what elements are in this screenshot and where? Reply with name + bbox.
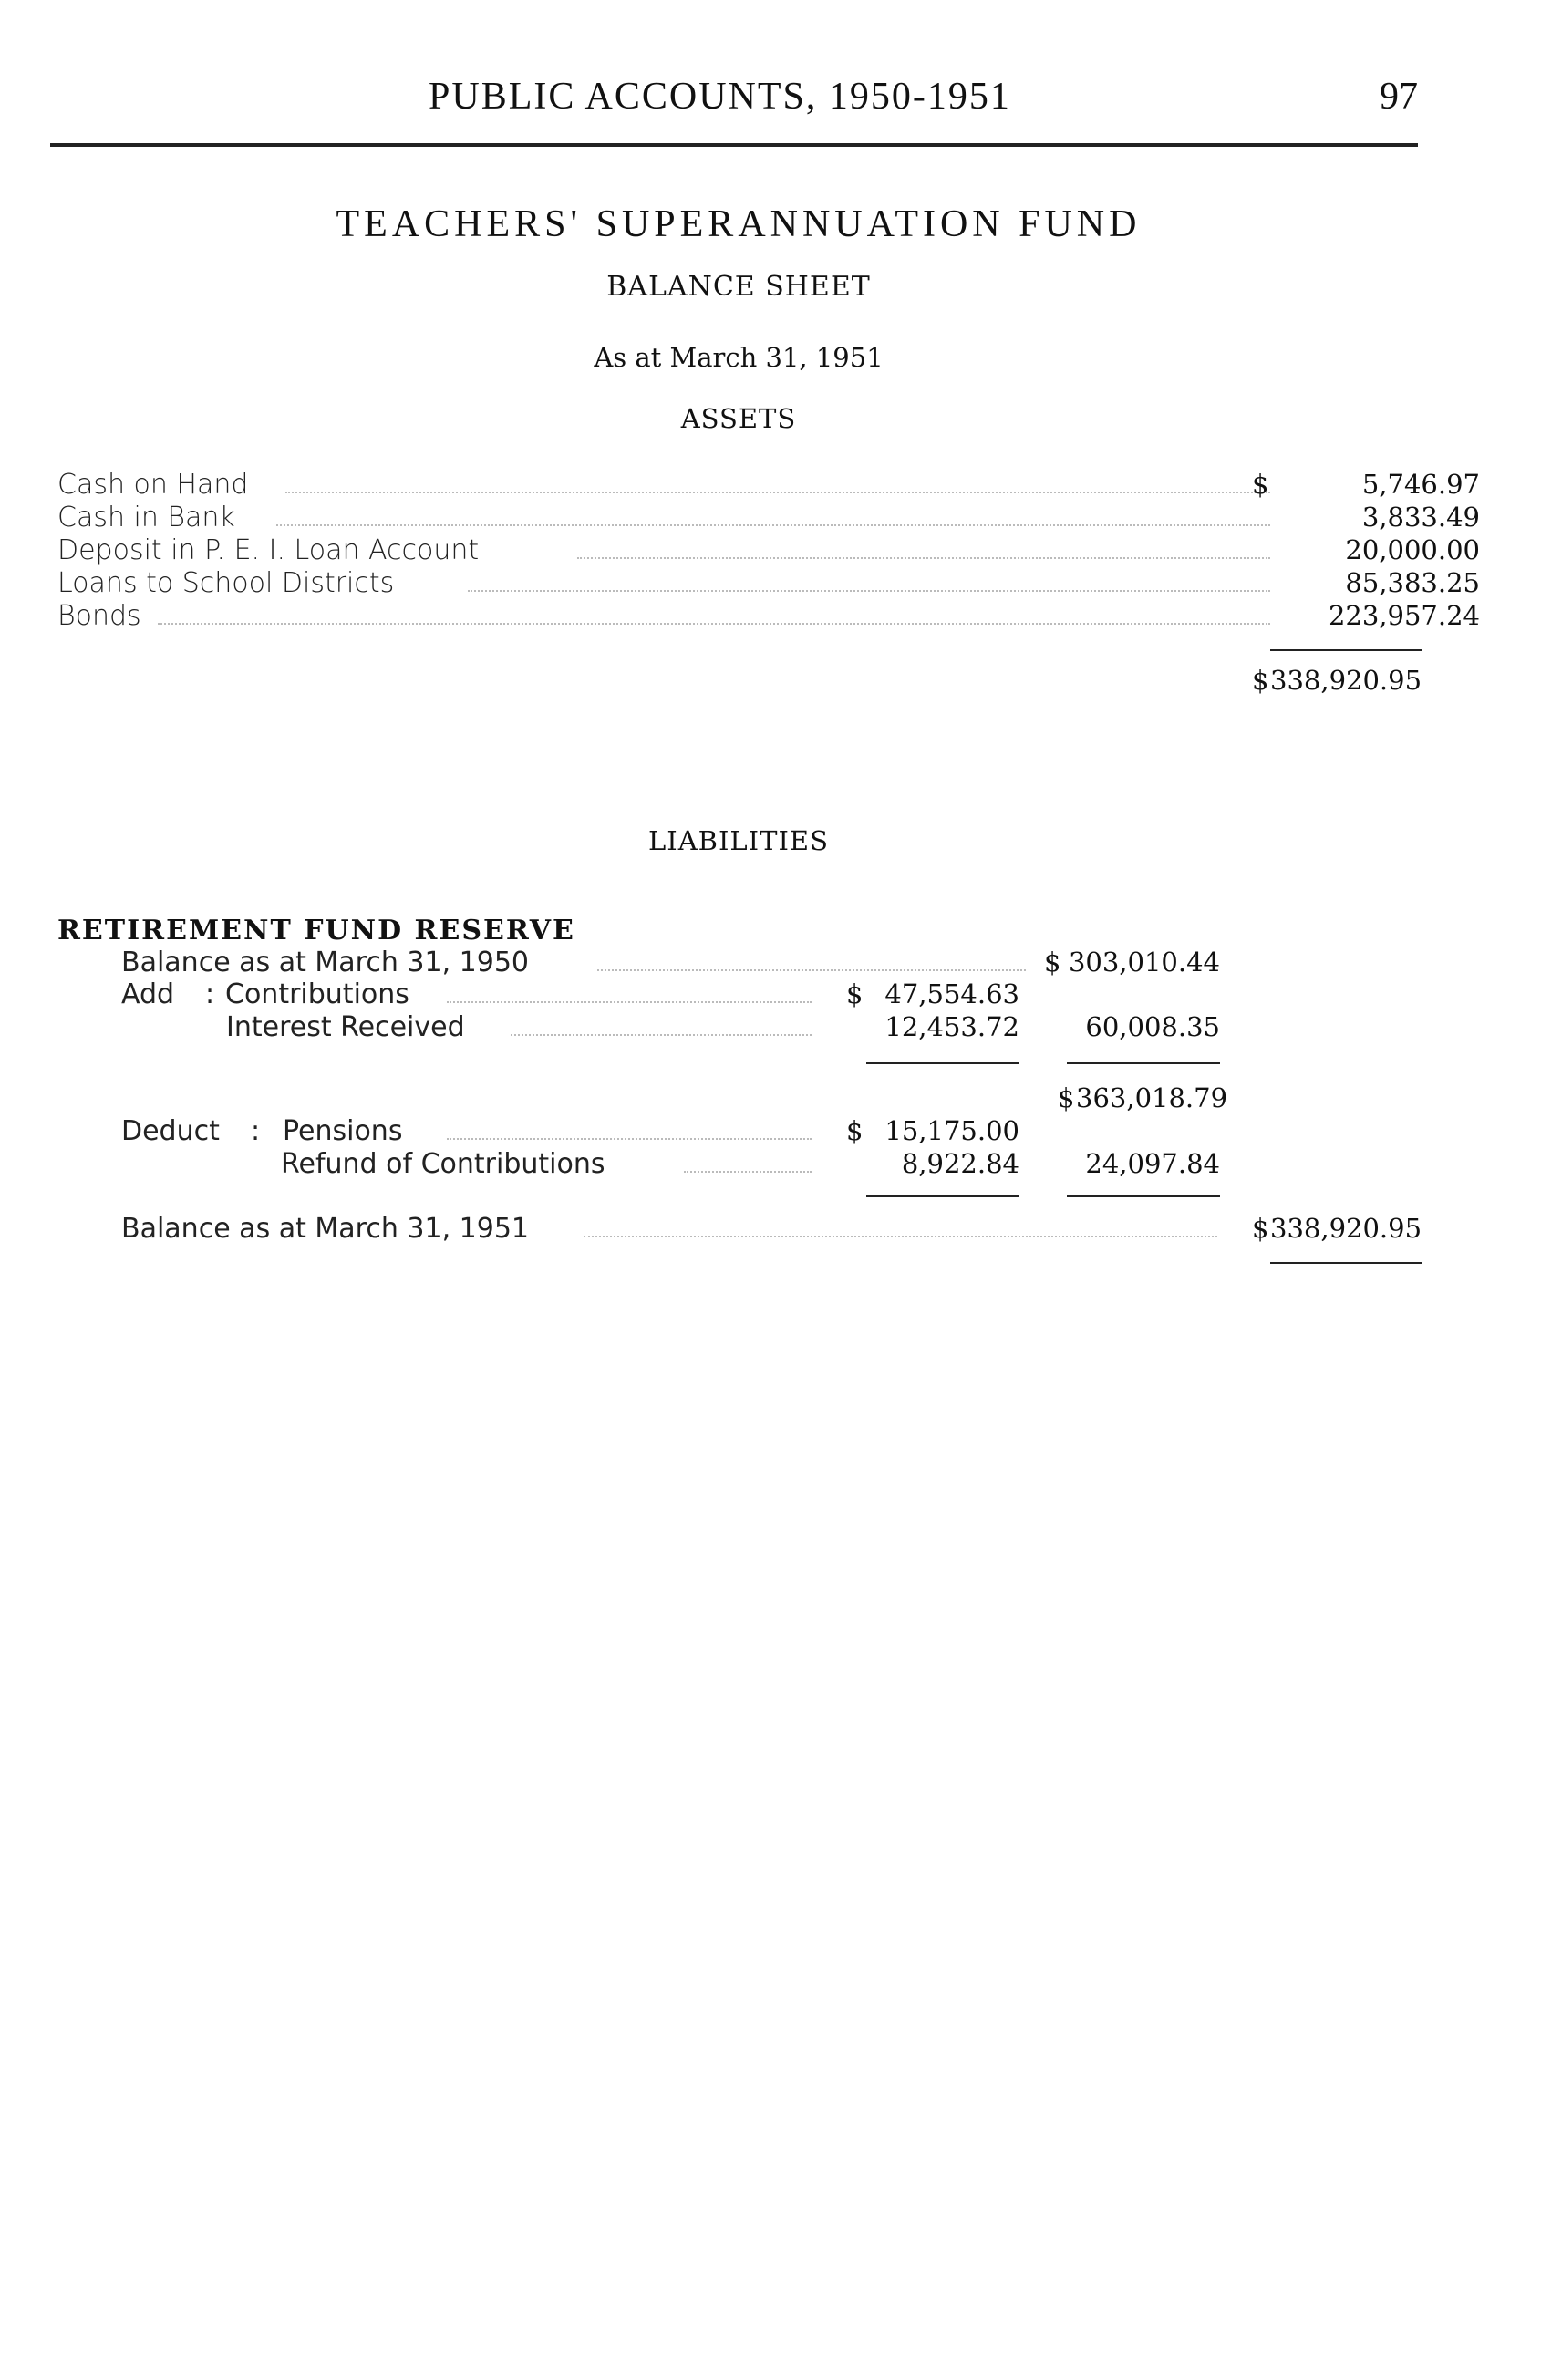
total-rule bbox=[1067, 1195, 1220, 1197]
leader-dots bbox=[158, 623, 1270, 625]
currency-sign: $ bbox=[846, 978, 864, 1009]
asset-amount: 3,833.49 bbox=[1361, 502, 1480, 533]
opening-balance-amount: 303,010.44 bbox=[1068, 947, 1220, 978]
asset-row-loans bbox=[57, 567, 1480, 600]
closing-balance-label: Balance as at March 31, 1951 bbox=[121, 1213, 529, 1245]
currency-sign: $ bbox=[1044, 947, 1061, 978]
fund-title: TEACHERS' SUPERANNUATION FUND bbox=[336, 203, 1142, 245]
currency-sign: $ bbox=[1252, 469, 1269, 500]
liabilities-heading: LIABILITIES bbox=[648, 825, 829, 856]
deduct-item-label: Pensions bbox=[283, 1115, 403, 1147]
header-rule bbox=[50, 143, 1418, 147]
page-number: 97 bbox=[1380, 76, 1418, 118]
asset-amount: 5,746.97 bbox=[1361, 469, 1480, 500]
asset-row-cash-on-hand bbox=[57, 469, 1480, 502]
add-total: 60,008.35 bbox=[1085, 1011, 1220, 1042]
currency-sign: $ bbox=[846, 1115, 864, 1146]
asset-label: Deposit in P. E. I. Loan Account bbox=[57, 534, 480, 566]
deduct-total: 24,097.84 bbox=[1085, 1148, 1220, 1179]
leader-dots bbox=[577, 557, 1270, 559]
closing-balance-amount: 338,920.95 bbox=[1270, 1213, 1422, 1244]
add-label: Add bbox=[121, 978, 175, 1010]
sheet-title: BALANCE SHEET bbox=[606, 271, 871, 303]
leader-dots bbox=[597, 969, 1026, 971]
leader-dots bbox=[584, 1236, 1217, 1237]
asset-row-deposit bbox=[57, 534, 1480, 567]
asset-row-bonds bbox=[57, 600, 1480, 633]
final-rule bbox=[1270, 1262, 1422, 1264]
assets-heading: ASSETS bbox=[680, 403, 797, 434]
add-item-label: Contributions bbox=[225, 978, 409, 1010]
leader-dots bbox=[468, 590, 1270, 592]
total-rule bbox=[1270, 649, 1422, 651]
deduct-item-amount: 8,922.84 bbox=[901, 1148, 1019, 1179]
deduct-item-amount: 15,175.00 bbox=[884, 1115, 1019, 1146]
leader-dots bbox=[447, 1138, 812, 1140]
leader-dots bbox=[511, 1034, 812, 1036]
asset-label: Loans to School Districts bbox=[57, 567, 395, 599]
asset-label: Bonds bbox=[57, 600, 141, 632]
add-item-label: Interest Received bbox=[226, 1011, 465, 1043]
currency-sign: $ bbox=[1252, 1213, 1269, 1244]
leader-dots bbox=[447, 1001, 812, 1003]
asset-amount: 85,383.25 bbox=[1345, 567, 1480, 598]
subtotal-rule bbox=[866, 1062, 1019, 1064]
deduct-separator: : bbox=[251, 1115, 261, 1147]
currency-sign: $ bbox=[1252, 665, 1269, 696]
asset-label: Cash on Hand bbox=[57, 469, 249, 501]
deduct-item-label: Refund of Contributions bbox=[281, 1148, 605, 1180]
total-rule bbox=[866, 1195, 1019, 1197]
subtotal-rule bbox=[1067, 1062, 1220, 1064]
assets-total: 338,920.95 bbox=[1270, 665, 1422, 696]
asset-row-cash-in-bank bbox=[57, 502, 1480, 534]
sheet-date: As at March 31, 1951 bbox=[594, 342, 884, 373]
currency-sign: $ bbox=[1058, 1082, 1075, 1113]
subtotal-amount: 363,018.79 bbox=[1076, 1082, 1228, 1113]
running-title: PUBLIC ACCOUNTS, 1950-1951 bbox=[429, 76, 1011, 118]
add-separator: : bbox=[205, 978, 215, 1010]
asset-amount: 20,000.00 bbox=[1345, 534, 1480, 565]
leader-dots bbox=[285, 492, 1270, 493]
opening-balance-label: Balance as at March 31, 1950 bbox=[121, 947, 529, 978]
leader-dots bbox=[684, 1171, 812, 1173]
deduct-label: Deduct bbox=[121, 1115, 220, 1147]
leader-dots bbox=[276, 524, 1270, 526]
add-item-amount: 47,554.63 bbox=[884, 978, 1019, 1009]
asset-amount: 223,957.24 bbox=[1328, 600, 1480, 631]
reserve-heading: RETIREMENT FUND RESERVE bbox=[57, 915, 575, 947]
add-item-amount: 12,453.72 bbox=[884, 1011, 1019, 1042]
asset-label: Cash in Bank bbox=[57, 502, 235, 533]
